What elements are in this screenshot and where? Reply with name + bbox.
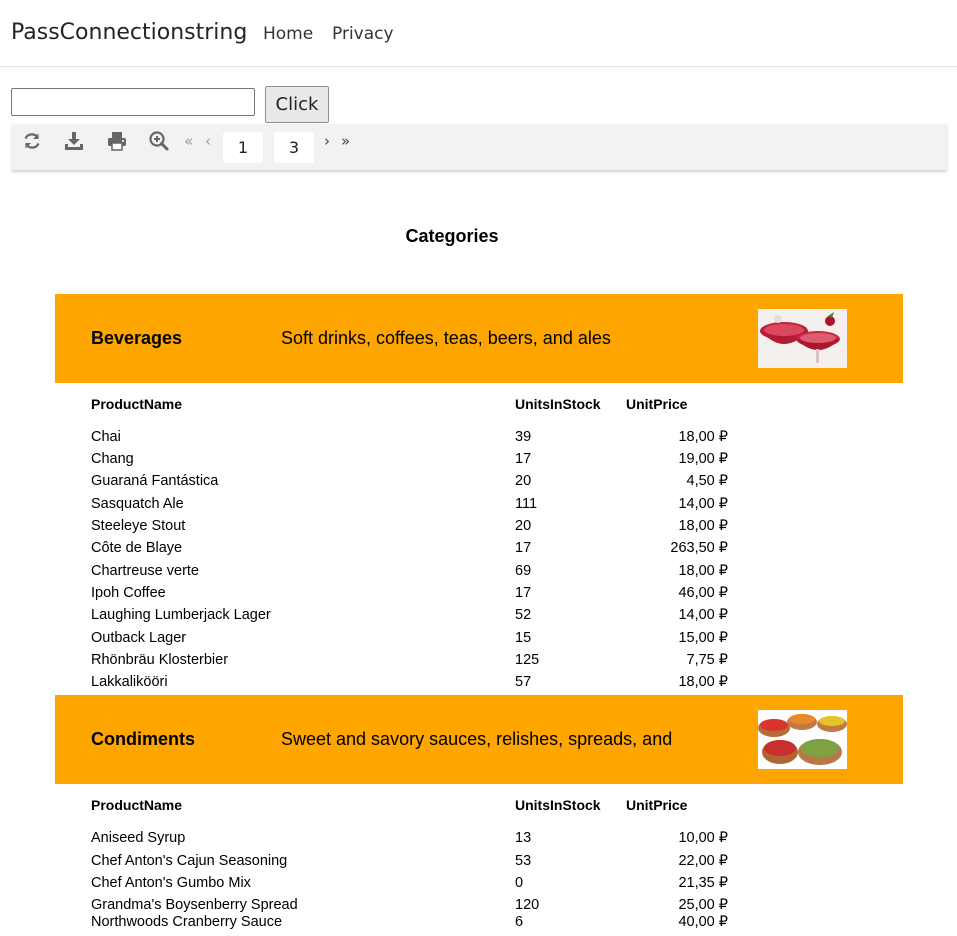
unit-price: 18,00 ₽ (678, 674, 728, 690)
previous-page-button[interactable]: ‹ (205, 132, 211, 150)
column-header-productname: ProductName (91, 797, 183, 813)
product-name: Chang (91, 451, 134, 467)
units-in-stock: 53 (515, 853, 532, 869)
units-in-stock: 17 (515, 540, 532, 556)
product-name: Grandma's Boysenberry Spread (91, 897, 298, 913)
unit-price: 19,00 ₽ (678, 451, 728, 467)
next-page-button[interactable]: › (324, 132, 330, 150)
product-name: Chai (91, 429, 121, 445)
print-icon[interactable] (106, 130, 128, 152)
product-name: Ipoh Coffee (91, 585, 166, 601)
beverages-image (758, 309, 847, 368)
table-row (0, 451, 957, 473)
unit-price: 18,00 ₽ (678, 429, 728, 445)
table-row (0, 607, 957, 629)
product-name: Steeleye Stout (91, 518, 186, 534)
nav-link-privacy[interactable]: Privacy (332, 24, 394, 44)
unit-price: 15,00 ₽ (678, 630, 728, 646)
category-header-beverages (55, 294, 903, 383)
units-in-stock: 57 (515, 674, 532, 690)
product-name: Outback Lager (91, 630, 187, 646)
table-row (0, 429, 957, 451)
table-row (0, 875, 957, 897)
condiments-image (758, 710, 847, 769)
total-pages: 3 (274, 132, 314, 163)
unit-price: 25,00 ₽ (678, 897, 728, 913)
table-row (0, 674, 957, 696)
units-in-stock: 69 (515, 563, 532, 579)
report-title: Categories (405, 226, 499, 246)
unit-price: 18,00 ₽ (678, 563, 728, 579)
product-name: Sasquatch Ale (91, 496, 184, 512)
column-header-unitsinstock: UnitsInStock (515, 797, 601, 813)
table-row (0, 585, 957, 607)
product-name: Laughing Lumberjack Lager (91, 607, 271, 623)
brand-link[interactable]: PassConnectionstring (11, 20, 248, 45)
table-row (0, 830, 957, 852)
click-button[interactable]: Click (265, 86, 329, 123)
unit-price: 21,35 ₽ (678, 875, 728, 891)
units-in-stock: 0 (515, 875, 524, 891)
column-header-unitsinstock: UnitsInStock (515, 396, 601, 412)
unit-price: 22,00 ₽ (678, 853, 728, 869)
download-icon[interactable] (63, 130, 85, 152)
table-row (0, 518, 957, 540)
units-in-stock: 39 (515, 429, 532, 445)
table-row (0, 496, 957, 518)
table-row (0, 473, 957, 495)
report-toolbar (12, 124, 947, 170)
product-name: Côte de Blaye (91, 540, 183, 556)
units-in-stock: 52 (515, 607, 532, 623)
table-row (0, 853, 957, 875)
units-in-stock: 17 (515, 585, 532, 601)
units-in-stock: 20 (515, 473, 532, 489)
product-name: Chef Anton's Cajun Seasoning (91, 853, 288, 869)
table-row (0, 630, 957, 652)
unit-price: 263,50 ₽ (670, 540, 728, 556)
refresh-icon[interactable] (21, 130, 43, 152)
category-name: Condiments (91, 729, 196, 749)
first-page-button[interactable]: « (184, 132, 194, 150)
product-name: Aniseed Syrup (91, 830, 186, 846)
units-in-stock: 17 (515, 451, 532, 467)
current-page-input[interactable]: 1 (223, 132, 263, 163)
nav-link-home[interactable]: Home (263, 24, 314, 44)
table-row (0, 563, 957, 585)
table-row (0, 540, 957, 562)
unit-price: 18,00 ₽ (678, 518, 728, 534)
unit-price: 40,00 ₽ (678, 914, 728, 930)
unit-price: 7,75 ₽ (686, 652, 728, 668)
units-in-stock: 111 (515, 496, 538, 512)
product-name: Guaraná Fantástica (91, 473, 219, 489)
product-name: Lakkalikööri (91, 674, 168, 690)
product-name: Northwoods Cranberry Sauce (91, 914, 283, 930)
unit-price: 10,00 ₽ (678, 830, 728, 846)
unit-price: 14,00 ₽ (678, 607, 728, 623)
units-in-stock: 120 (515, 897, 540, 913)
units-in-stock: 13 (515, 830, 532, 846)
units-in-stock: 15 (515, 630, 532, 646)
column-header-unitprice: UnitPrice (626, 396, 688, 412)
product-name: Chartreuse verte (91, 563, 199, 579)
units-in-stock: 6 (515, 914, 524, 930)
product-name: Rhönbräu Klosterbier (91, 652, 229, 668)
units-in-stock: 20 (515, 518, 532, 534)
last-page-button[interactable]: » (341, 132, 351, 150)
table-row (0, 652, 957, 674)
unit-price: 46,00 ₽ (678, 585, 728, 601)
category-name: Beverages (91, 328, 183, 348)
category-description: Sweet and savory sauces, relishes, spreads, and (281, 729, 673, 749)
units-in-stock: 125 (515, 652, 540, 668)
zoom-in-icon[interactable] (148, 130, 170, 152)
navbar (0, 0, 957, 67)
category-description: Soft drinks, coffees, teas, beers, and ales (281, 328, 611, 348)
unit-price: 4,50 ₽ (686, 473, 728, 489)
unit-price: 14,00 ₽ (678, 496, 728, 512)
parameter-input[interactable] (11, 88, 255, 116)
column-header-unitprice: UnitPrice (626, 797, 688, 813)
column-header-productname: ProductName (91, 396, 183, 412)
category-header-condiments (55, 695, 903, 784)
product-name: Chef Anton's Gumbo Mix (91, 875, 251, 891)
table-row (0, 914, 957, 936)
